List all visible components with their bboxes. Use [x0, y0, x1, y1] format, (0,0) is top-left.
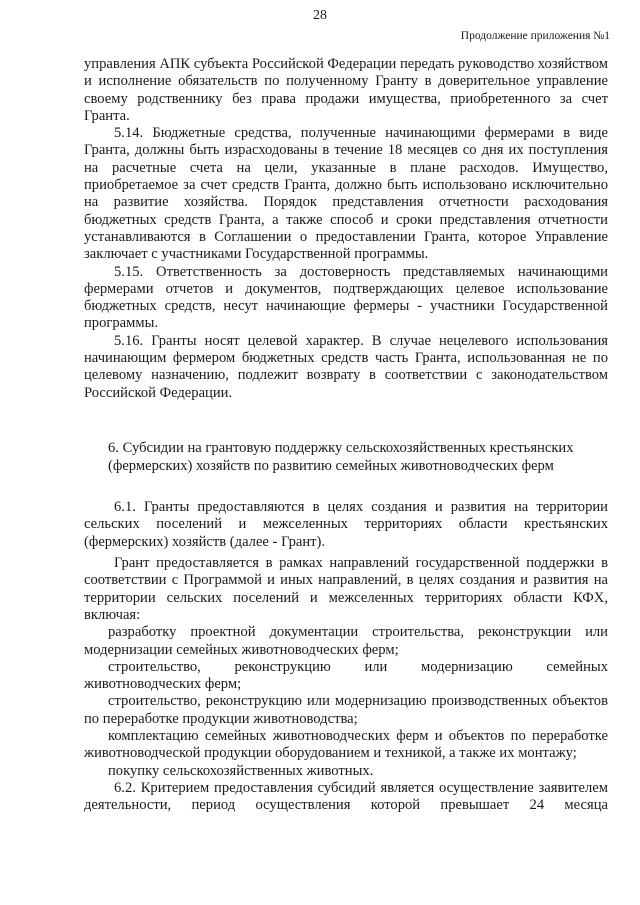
document-body: [84, 56, 608, 814]
paragraph-5-15: 5.15. Ответственность за достоверность представляемых начинающими фермерами отчетов и документов, подтверждающих целевое использование бюджетных средств, несут начинающие фермеры - участники Государственной программы.: [84, 263, 608, 332]
paragraph-5-14: 5.14. Бюджетные средства, полученные начинающими фермерами в виде Гранта, должны быть израсходованы в течение 18 месяцев со дня их поступления на расчетные счета на цели, указанные в плане расходов. Имущество, приобретаемое за счет средств Гранта, должно быть использовано исключительно на развитие хозяйства. Порядок представления отчетности расходования бюджетных средств Гранта, а также способ и сроки представления отчетности устанавливаются в Соглашении о предоставлении Гранта, которое Управление заключает с участниками Государственной программы.: [84, 125, 608, 263]
paragraph-6-1: 6.1. Гранты предоставляются в целях создания и развития на территории сельских поселений и межселенных территориях области крестьянских (фермерских) хозяйств (далее - Грант).: [84, 499, 608, 550]
list-item-farm-construction: строительство, реконструкцию или модернизацию семейных животноводческих ферм;: [84, 658, 608, 693]
paragraph-continuation: управления АПК субъекта Российской Федерации передать руководство хозяйством и исполнение обязательств по полученному Гранту в доверительное управление своему родственнику без права продажи имущества, приобретенного за счет Гранта.: [84, 56, 609, 124]
paragraph-6-2: 6.2. Критерием предоставления субсидий является осуществление заявителем деятельности, период осуществления которой превышает 24 месяца: [84, 779, 608, 814]
page-number: 28: [313, 8, 327, 23]
running-header: Продолжение приложения №1: [460, 30, 610, 42]
list-item-animals: покупку сельскохозяйственных животных.: [108, 762, 374, 779]
list-item-equipment: комплектацию семейных животноводческих ферм и объектов по переработке животноводческой продукции оборудованием и техникой, а также их монтажу;: [84, 727, 608, 762]
section-6-title: 6. Субсидии на грантовую поддержку сельскохозяйственных крестьянских (фермерских) хозяйств по развитию семейных животноводческих ферм: [108, 439, 574, 474]
paragraph-6-1-grant: Грант предоставляется в рамках направлений государственной поддержки в соответствии с Программой и иных направлений, в целях создания и развития на территории сельских поселений и межселенных территориях области КФХ, включая:: [84, 555, 608, 623]
list-item-processing-objects: строительство, реконструкцию или модернизацию производственных объектов по переработке продукции животноводства;: [84, 693, 608, 727]
paragraph-5-16: 5.16. Гранты носят целевой характер. В случае нецелевого использования начинающим фермером бюджетных средств часть Гранта, использованная не по целевому назначению, подлежит возврату в соответствии с законодательством Российской Федерации.: [84, 332, 608, 401]
list-item-project-docs: разработку проектной документации строительства, реконструкции или модернизации семейных животноводческих ферм;: [84, 624, 608, 658]
